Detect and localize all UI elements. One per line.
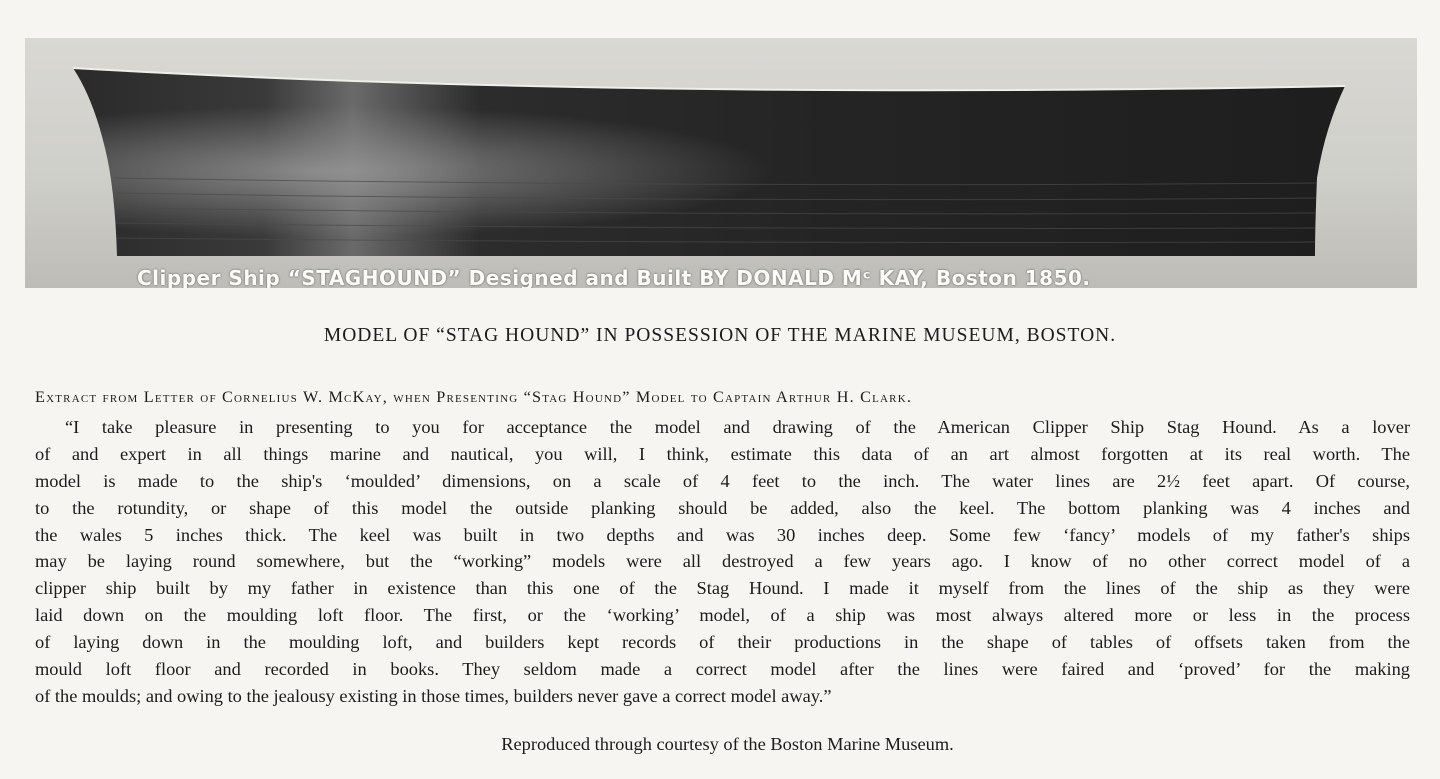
ship-hull-image xyxy=(25,38,1417,288)
letter-line: of and expert in all things marine and nautical, you will, I think, estimate this data of an art almost forgotten at its real worth. The xyxy=(35,443,1410,464)
letter-line: to the rotundity, or shape of this model the outside planking should be added, also the keel. The bottom planking was 4 inches and xyxy=(35,497,1410,518)
letter-line: “I take pleasure in presenting to you for acceptance the model and drawing of the American Clipper Ship Stag Hound. As a lover xyxy=(65,417,1410,437)
credit-line: Reproduced through courtesy of the Boston Marine Museum. xyxy=(501,734,954,754)
ship-model-photo xyxy=(25,38,1417,288)
letter-line: clipper ship built by my father in existence than this one of the Stag Hound. I made it myself from the lines of the ship as they were xyxy=(35,578,1410,599)
photo-caption: Clipper Ship “STAGHOUND” Designed and Built BY DONALD Mᶜ KAY, Boston 1850. xyxy=(137,266,1091,288)
letter-line: of the moulds; and owing to the jealousy existing in those times, builders never gave a correct model away.” xyxy=(35,685,832,706)
letter-text xyxy=(35,414,1410,710)
extract-heading: Extract from Letter of Cornelius W. McKay, when Presenting “Stag Hound” Model to Captain Arthur H. Clark. xyxy=(35,388,913,406)
letter-line: model is made to the ship's ‘moulded’ dimensions, on a scale of 4 feet to the inch. The water lines are 2½ feet apart. Of course, xyxy=(35,470,1410,491)
letter-line: may be laying round somewhere, but the “working” models were all destroyed a few years ago. I know of no other correct model of a xyxy=(35,551,1410,572)
letter-line: of laying down in the moulding loft, and builders kept records of their productions in the shape of tables of offsets taken from the xyxy=(35,632,1410,653)
page-title: MODEL OF “STAG HOUND” IN POSSESSION OF THE MARINE MUSEUM, BOSTON. xyxy=(323,325,1117,346)
letter-line: the wales 5 inches thick. The keel was built in two depths and was 30 inches deep. Some few ‘fancy’ models of my father's ships xyxy=(35,524,1410,545)
letter-line: mould loft floor and recorded in books. They seldom made a correct model after the lines were faired and ‘proved’ for the making xyxy=(35,659,1410,680)
letter-line: laid down on the moulding loft floor. The first, or the ‘working’ model, of a ship was most always altered more or less in the process xyxy=(35,605,1410,626)
